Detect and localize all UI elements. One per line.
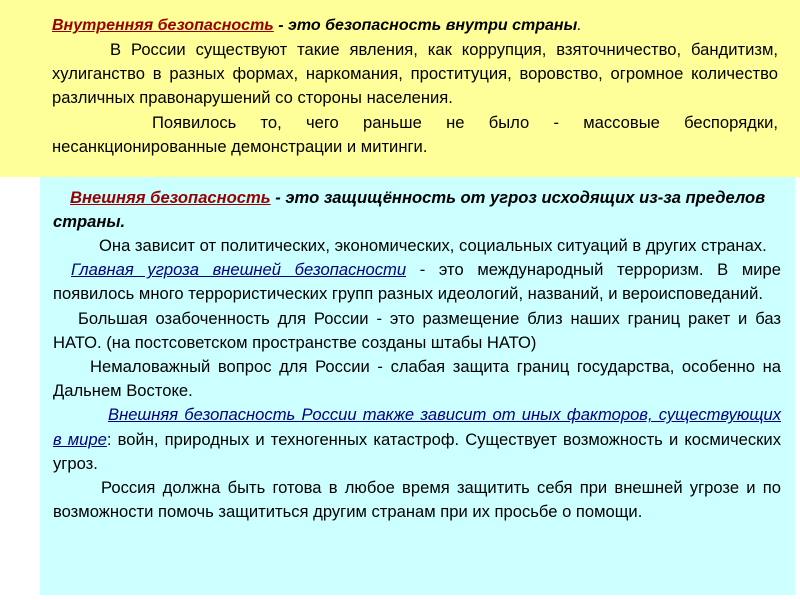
external-security-paragraph-1: Она зависит от политических, экономических, социальных ситуаций в других странах.: [99, 236, 767, 255]
main-threat-text: - это международный терроризм. В мире появилось много террористических групп разных идеологий, названий, и вероисповеданий.: [53, 260, 781, 304]
internal-security-term: Внутренняя безопасность: [52, 17, 274, 34]
external-factors-term: Внешняя безопасность России также зависит от иных факторов, существующих в мире: [53, 405, 781, 449]
internal-security-panel: [0, 0, 800, 177]
external-security-term: Внешняя безопасность: [70, 188, 271, 207]
external-security-paragraph-2: [53, 258, 781, 306]
external-security-paragraph-3: Большая озабоченность для России - это размещение близ наших границ ракет и баз НАТО. (на постсоветском пространстве созданы штабы НАТО): [53, 308, 781, 352]
external-security-paragraph-6: Россия должна быть готова в любое время защитить себя при внешней угрозе и по возможности помочь защититься другим странам при их просьбе о помощи.: [53, 478, 781, 522]
internal-security-paragraph-2: Появилось то, чего раньше не было - массовые беспорядки, несанкционированные демонстрации и митинги.: [52, 112, 778, 156]
internal-security-definition-end: .: [577, 17, 582, 34]
external-security-paragraph-5: [53, 403, 781, 476]
external-security-definition: [53, 186, 781, 234]
main-threat-term: Главная угроза внешней безопасности: [71, 260, 407, 280]
internal-security-definition: [52, 14, 778, 38]
external-security-panel: [40, 177, 795, 595]
internal-security-paragraph-1: В России существуют такие явления, как коррупция, взяточничество, бандитизм, хулиганство в разных формах, наркомания, проституция, воровство, огромное количество различных правонарушений со стороны населения.: [52, 40, 778, 108]
internal-security-definition-text: - это безопасность внутри страны: [273, 17, 578, 34]
external-factors-text: : войн, природных и техногенных катастроф. Существует возможность и космических угроз.: [53, 429, 781, 473]
external-security-definition-text: - это защищённость от угроз исходящих из-за пределов страны.: [53, 188, 766, 231]
external-security-paragraph-4: Немаловажный вопрос для России - слабая защита границ государства, особенно на Дальнем Востоке.: [53, 357, 781, 401]
